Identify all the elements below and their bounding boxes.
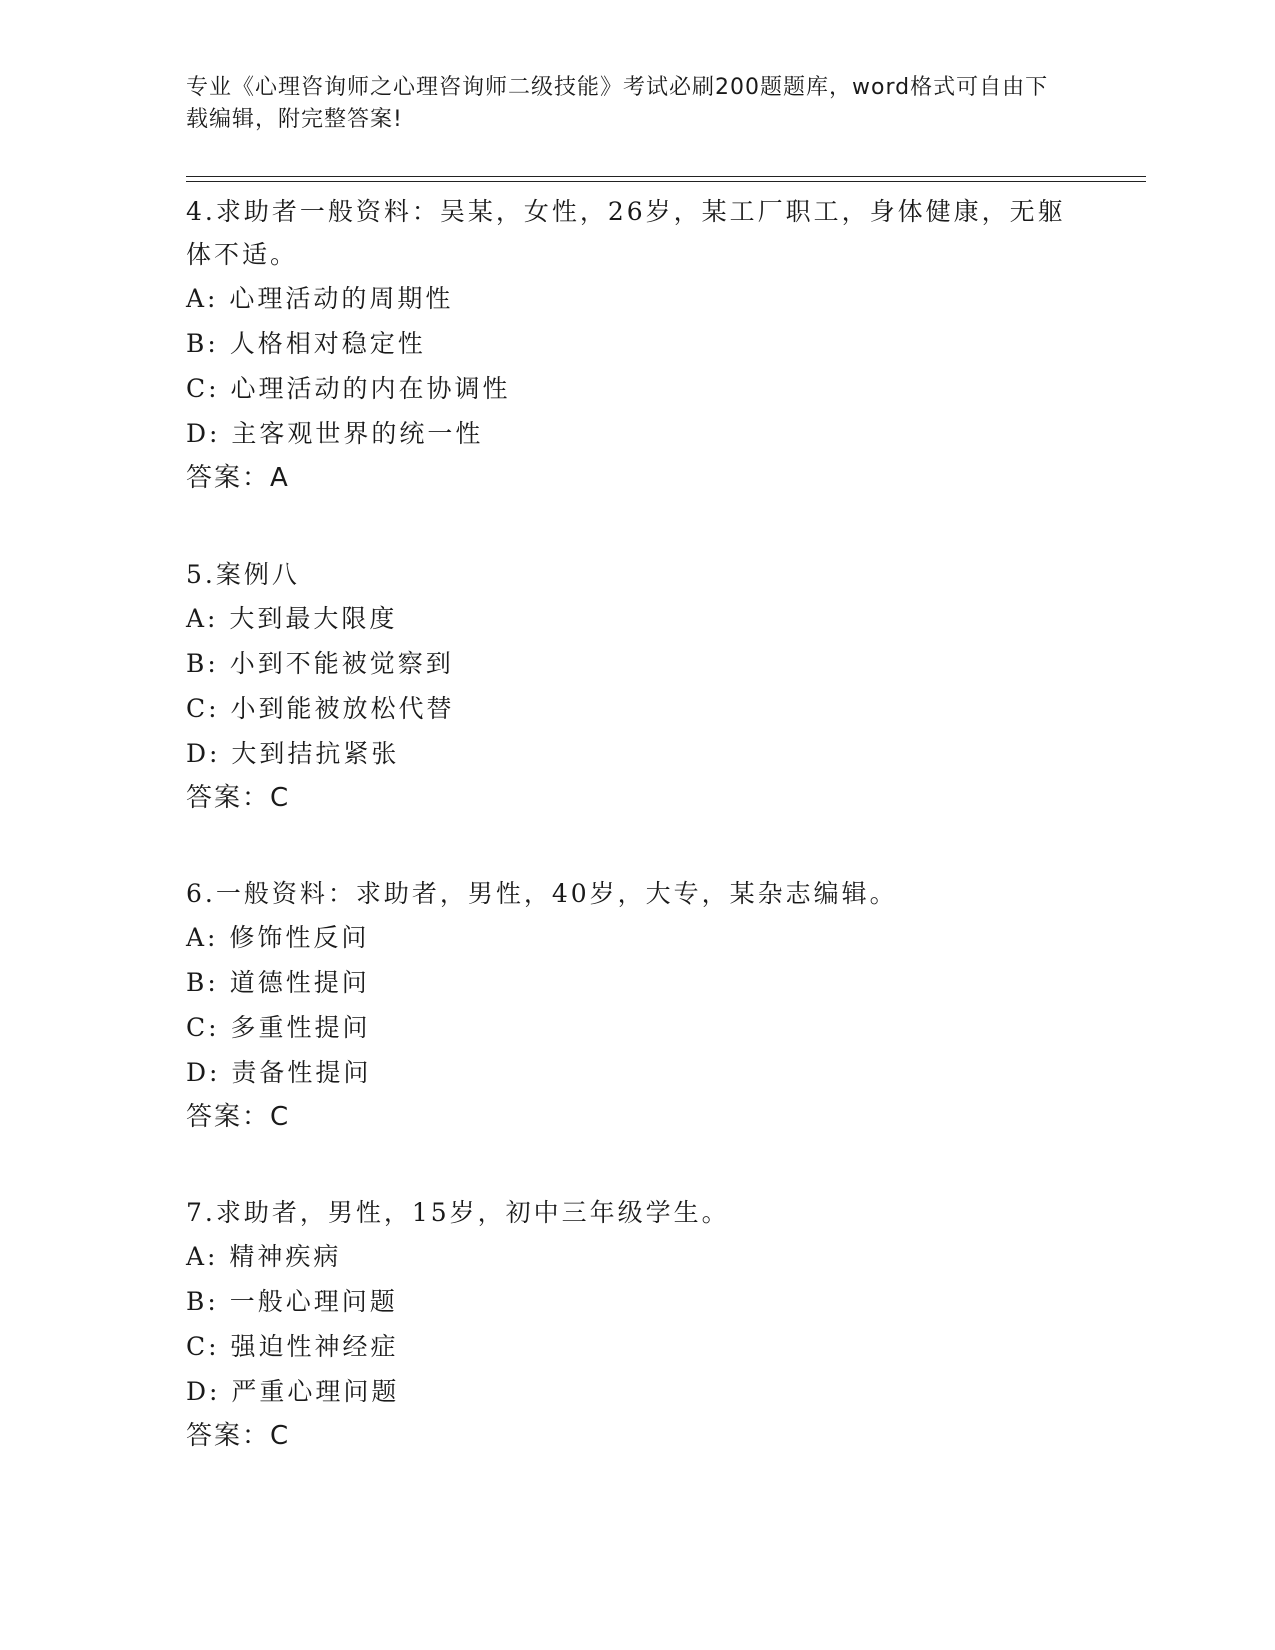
option-a: A: 修饰性反问 [186,923,370,952]
question-stem: 6.一般资料：求助者，男性，40岁，大专，某杂志编辑。 [186,879,898,908]
question-6 [186,872,1066,1140]
document-header: 专业《心理咨询师之心理咨询师二级技能》考试必刷200题题库，word格式可自由下载编辑，附完整答案! [186,75,1049,132]
question-7 [186,1191,1066,1459]
option-b: B: 人格相对稳定性 [186,329,426,358]
answer: 答案：C [186,1102,291,1132]
option-c: C: 强迫性神经症 [186,1332,399,1361]
header-divider-bottom [186,181,1146,182]
answer: 答案：C [186,783,291,813]
question-stem: 5.案例八 [186,560,300,589]
option-c: C: 小到能被放松代替 [186,694,455,723]
option-d: D: 责备性提问 [186,1058,372,1087]
option-d: D: 主客观世界的统一性 [186,419,484,448]
question-4 [186,190,1066,501]
option-d: D: 大到拮抗紧张 [186,739,400,768]
answer: 答案：A [186,463,290,493]
question-stem: 4.求助者一般资料：吴某，女性，26岁，某工厂职工，身体健康，无躯体不适。 [186,197,1066,269]
option-b: B: 道德性提问 [186,968,370,997]
question-5 [186,553,1066,821]
question-stem: 7.求助者，男性，15岁，初中三年级学生。 [186,1198,730,1227]
answer: 答案：C [186,1421,291,1451]
option-c: C: 心理活动的内在协调性 [186,374,511,403]
option-b: B: 一般心理问题 [186,1287,398,1316]
option-a: A: 心理活动的周期性 [186,284,454,313]
option-b: B: 小到不能被觉察到 [186,649,454,678]
option-d: D: 严重心理问题 [186,1377,400,1406]
option-a: A: 精神疾病 [186,1242,342,1271]
option-a: A: 大到最大限度 [186,604,398,633]
header-divider-top [186,176,1146,177]
option-c: C: 多重性提问 [186,1013,371,1042]
